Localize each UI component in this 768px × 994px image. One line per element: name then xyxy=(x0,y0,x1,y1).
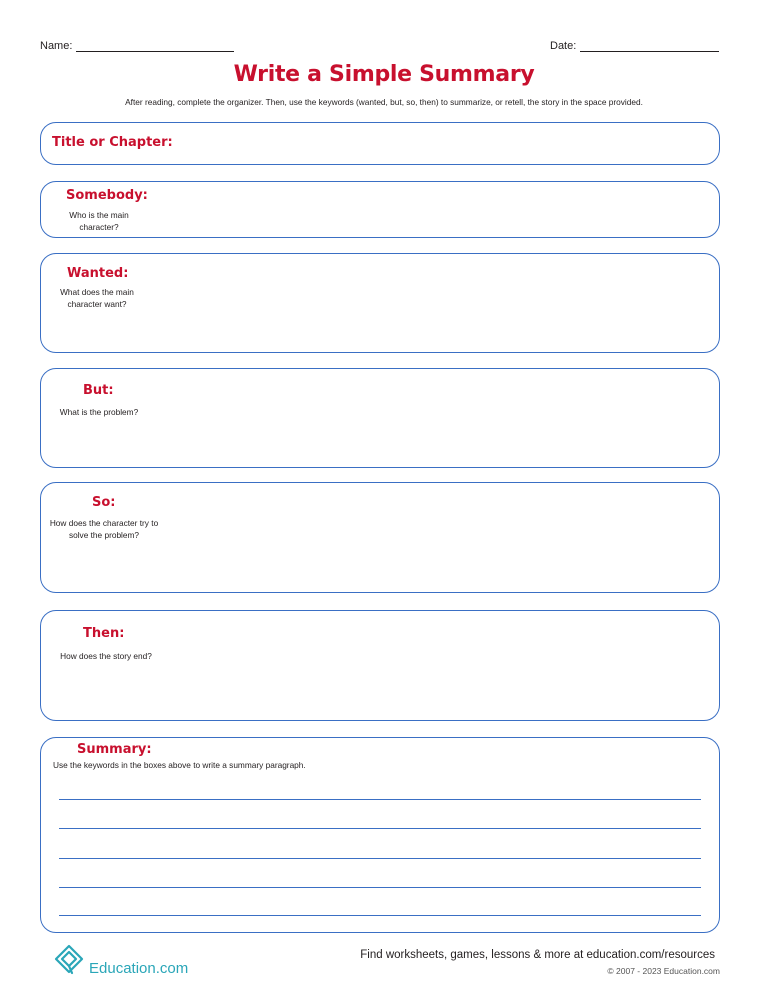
so-box[interactable] xyxy=(40,482,720,593)
but-label: But: xyxy=(83,383,114,398)
date-field[interactable] xyxy=(550,40,719,52)
name-field[interactable] xyxy=(40,40,234,52)
but-box[interactable] xyxy=(40,368,720,468)
name-line[interactable] xyxy=(76,42,234,52)
instructions: After reading, complete the organizer. Then, use the keywords (wanted, but, so, then) to summarize, or retell, the story in the space provided. xyxy=(125,97,643,107)
name-label: Name: xyxy=(40,40,73,52)
so-prompt: How does the character try to solve the problem? xyxy=(49,518,159,540)
wanted-label: Wanted: xyxy=(67,266,129,281)
then-label: Then: xyxy=(83,626,125,641)
pencil-icon xyxy=(52,942,86,976)
title-chapter-label: Title or Chapter: xyxy=(52,135,173,150)
page-title: Write a Simple Summary xyxy=(233,62,535,87)
but-prompt: What is the problem? xyxy=(59,407,139,417)
date-label: Date: xyxy=(550,40,577,52)
summary-write-line[interactable] xyxy=(59,858,701,859)
title-chapter-box[interactable] xyxy=(40,122,720,165)
education-com-logo xyxy=(52,942,212,978)
logo-text: Education.com xyxy=(89,960,189,977)
summary-write-line[interactable] xyxy=(59,887,701,888)
then-box[interactable] xyxy=(40,610,720,721)
somebody-box[interactable] xyxy=(40,181,720,238)
summary-prompt: Use the keywords in the boxes above to write a summary paragraph. xyxy=(53,760,306,770)
wanted-prompt: What does the main character want? xyxy=(60,287,134,309)
summary-label: Summary: xyxy=(77,742,152,757)
wanted-box[interactable] xyxy=(40,253,720,353)
somebody-label: Somebody: xyxy=(66,188,148,203)
summary-box[interactable] xyxy=(40,737,720,933)
so-label: So: xyxy=(92,495,116,510)
summary-write-line[interactable] xyxy=(59,915,701,916)
summary-write-line[interactable] xyxy=(59,799,701,800)
then-prompt: How does the story end? xyxy=(60,651,152,661)
summary-write-line[interactable] xyxy=(59,828,701,829)
footer-copyright: © 2007 - 2023 Education.com xyxy=(607,966,720,976)
somebody-prompt: Who is the main character? xyxy=(69,210,129,232)
footer-tagline: Find worksheets, games, lessons & more at education.com/resources xyxy=(360,949,715,961)
date-line[interactable] xyxy=(580,42,719,52)
